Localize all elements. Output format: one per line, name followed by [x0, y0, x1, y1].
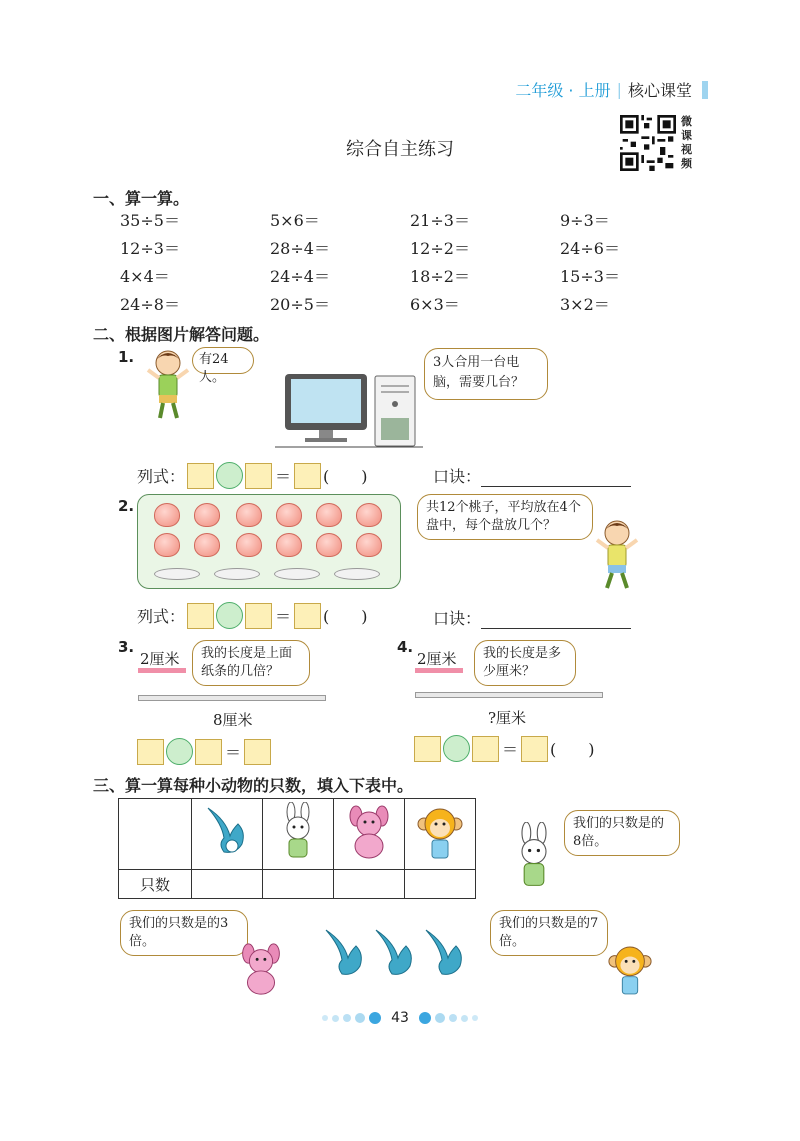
- calc-item[interactable]: 35÷5＝: [120, 211, 180, 230]
- dog-icon: [232, 940, 290, 998]
- monkey-icon: [416, 802, 464, 862]
- animal-count-table: [118, 798, 476, 899]
- peach-icon: [276, 503, 302, 527]
- operator-circle[interactable]: [216, 602, 243, 629]
- peach-icon: [236, 503, 262, 527]
- answer-box[interactable]: [294, 603, 321, 629]
- qr-code-icon[interactable]: [620, 115, 676, 171]
- question3-number: 3.: [118, 638, 135, 656]
- q3-question-bubble: 我的长度是上面纸条的几倍？: [192, 640, 310, 686]
- calc-item[interactable]: 18÷2＝: [410, 267, 470, 286]
- section3-title: 三、算一算每种小动物的只数，填入下表中。: [93, 776, 414, 795]
- peach-icon: [356, 533, 382, 557]
- unit-parens[interactable]: ( ): [323, 607, 368, 626]
- answer-box[interactable]: [187, 463, 214, 489]
- peach-icon: [154, 533, 180, 557]
- peach-icon: [316, 503, 342, 527]
- peach-icon: [154, 503, 180, 527]
- peach-icon: [194, 503, 220, 527]
- q2-formula-row: [137, 602, 368, 629]
- q2-kouj-row: [433, 606, 631, 629]
- swallow-icon: [202, 804, 252, 860]
- dot-icon: [461, 1015, 468, 1022]
- count-cell-swallow[interactable]: [192, 870, 263, 899]
- peach-icon: [316, 533, 342, 557]
- boy-speech-bubble: 有24人。: [192, 347, 254, 374]
- equals-sign: ＝: [275, 467, 292, 486]
- calc-item[interactable]: 9÷3＝: [560, 211, 610, 230]
- kouj-answer-line[interactable]: [481, 470, 631, 487]
- q4-strip-label: 2厘米: [417, 650, 457, 668]
- calc-item[interactable]: 12÷3＝: [120, 239, 180, 258]
- calc-item[interactable]: 3×2＝: [560, 295, 610, 314]
- q4-question-bubble: 我的长度是多少厘米？: [474, 640, 576, 686]
- calc-grid: [120, 208, 660, 314]
- monkey-speech-bubble: 我们的只数是的7倍。: [490, 910, 608, 956]
- peach-icon: [356, 503, 382, 527]
- q3-long-strip: [138, 695, 326, 701]
- operator-circle[interactable]: [216, 462, 243, 489]
- rabbit-speech-bubble: 我们的只数是的8倍。: [564, 810, 680, 856]
- q1-formula-row: [137, 462, 368, 489]
- peach-panel: [137, 494, 401, 589]
- dot-icon: [343, 1014, 351, 1022]
- calc-item[interactable]: 4×4＝: [120, 267, 170, 286]
- calc-item[interactable]: 24÷8＝: [120, 295, 180, 314]
- computer-icon: [275, 352, 423, 450]
- row-label-count: 只数: [119, 870, 192, 899]
- operator-circle[interactable]: [166, 738, 193, 765]
- q4-paper-strip: [415, 668, 463, 673]
- peach-icon: [194, 533, 220, 557]
- header-tag: [515, 78, 708, 101]
- answer-box[interactable]: [187, 603, 214, 629]
- plate-icon: [214, 568, 260, 580]
- calc-item[interactable]: 12÷2＝: [410, 239, 470, 258]
- q3-ruler-label: 8厘米: [213, 711, 253, 729]
- calc-item[interactable]: 15÷3＝: [560, 267, 620, 286]
- q3-paper-strip: [138, 668, 186, 673]
- q3-formula-row: [137, 738, 271, 765]
- qr-label: 微 课 视 频: [681, 115, 692, 170]
- swallow-cell: [192, 799, 263, 870]
- dot-icon: [322, 1015, 328, 1021]
- answer-box[interactable]: [137, 739, 164, 765]
- rabbit-icon: [276, 802, 320, 862]
- q1-formula-label: 列式：: [137, 467, 186, 486]
- unit-parens[interactable]: ( ): [323, 467, 368, 486]
- question4-number: 4.: [397, 638, 414, 656]
- answer-box[interactable]: [472, 736, 499, 762]
- section2-title: 二、根据图片解答问题。: [93, 325, 270, 344]
- equals-sign: ＝: [225, 743, 242, 762]
- dot-icon: [419, 1012, 431, 1024]
- peach-icon: [236, 533, 262, 557]
- answer-box[interactable]: [521, 736, 548, 762]
- rabbit-icon: [510, 822, 558, 892]
- dot-icon: [435, 1013, 445, 1023]
- calc-item[interactable]: 6×3＝: [410, 295, 460, 314]
- calc-item[interactable]: 24÷4＝: [270, 267, 330, 286]
- q4-long-strip: [415, 692, 603, 698]
- dog-cell: [334, 799, 405, 870]
- rabbit-cell: [263, 799, 334, 870]
- calc-item[interactable]: 21÷3＝: [410, 211, 470, 230]
- answer-box[interactable]: [245, 603, 272, 629]
- unit-parens[interactable]: ( ): [550, 740, 595, 759]
- operator-circle[interactable]: [443, 735, 470, 762]
- count-cell-monkey[interactable]: [405, 870, 476, 899]
- section1-title: 一、算一算。: [93, 189, 190, 208]
- plate-icon: [334, 568, 380, 580]
- peach-question-bubble: 共12个桃子，平均放在4个盘中，每个盘放几个？: [417, 494, 593, 540]
- dog-icon: [344, 802, 394, 862]
- q2-kouj-label: 口诀：: [433, 609, 482, 628]
- q1-kouj-label: 口诀：: [433, 467, 482, 486]
- header-separator: |: [616, 80, 622, 99]
- plate-icon: [154, 568, 200, 580]
- q1-kouj-row: [433, 464, 631, 487]
- calc-item[interactable]: 28÷4＝: [270, 239, 330, 258]
- answer-box[interactable]: [195, 739, 222, 765]
- swallows-group-icon: [322, 926, 474, 982]
- monkey-cell: [405, 799, 476, 870]
- equals-sign: ＝: [502, 740, 519, 759]
- q3-strip-label: 2厘米: [140, 650, 180, 668]
- kouj-answer-line[interactable]: [481, 612, 631, 629]
- table-header-empty: [119, 799, 192, 870]
- count-cell-rabbit[interactable]: [263, 870, 334, 899]
- plate-icon: [274, 568, 320, 580]
- dot-icon: [332, 1015, 339, 1022]
- q4-ruler-label: ?厘米: [488, 709, 527, 727]
- header-accent-bar: [702, 81, 708, 99]
- page-number: 43: [391, 1010, 409, 1026]
- boy-icon: [592, 518, 642, 590]
- page-footer: [0, 1010, 800, 1026]
- peach-icon: [276, 533, 302, 557]
- equals-sign: ＝: [275, 607, 292, 626]
- dot-icon: [355, 1013, 365, 1023]
- calc-item[interactable]: 20÷5＝: [270, 295, 330, 314]
- count-cell-dog[interactable]: [334, 870, 405, 899]
- dot-icon: [449, 1014, 457, 1022]
- computer-question-bubble: 3人合用一台电脑，需要几台？: [424, 348, 548, 400]
- page-title: 综合自主练习: [346, 139, 454, 160]
- boy-icon: [144, 348, 192, 420]
- answer-box[interactable]: [245, 463, 272, 489]
- series-label: 核心课堂: [627, 81, 692, 100]
- dot-icon: [369, 1012, 381, 1024]
- dot-icon: [472, 1015, 478, 1021]
- calc-item[interactable]: 24÷6＝: [560, 239, 620, 258]
- answer-box[interactable]: [244, 739, 271, 765]
- grade-label: 二年级 · 上册: [515, 81, 611, 100]
- q2-formula-label: 列式：: [137, 607, 186, 626]
- answer-box[interactable]: [294, 463, 321, 489]
- question1-number: 1.: [118, 348, 135, 366]
- dog-speech-bubble: 我们的只数是的3倍。: [120, 910, 248, 956]
- answer-box[interactable]: [414, 736, 441, 762]
- monkey-icon: [607, 940, 653, 998]
- q4-formula-row: [414, 735, 595, 762]
- question2-number: 2.: [118, 497, 135, 515]
- calc-item[interactable]: 5×6＝: [270, 211, 320, 230]
